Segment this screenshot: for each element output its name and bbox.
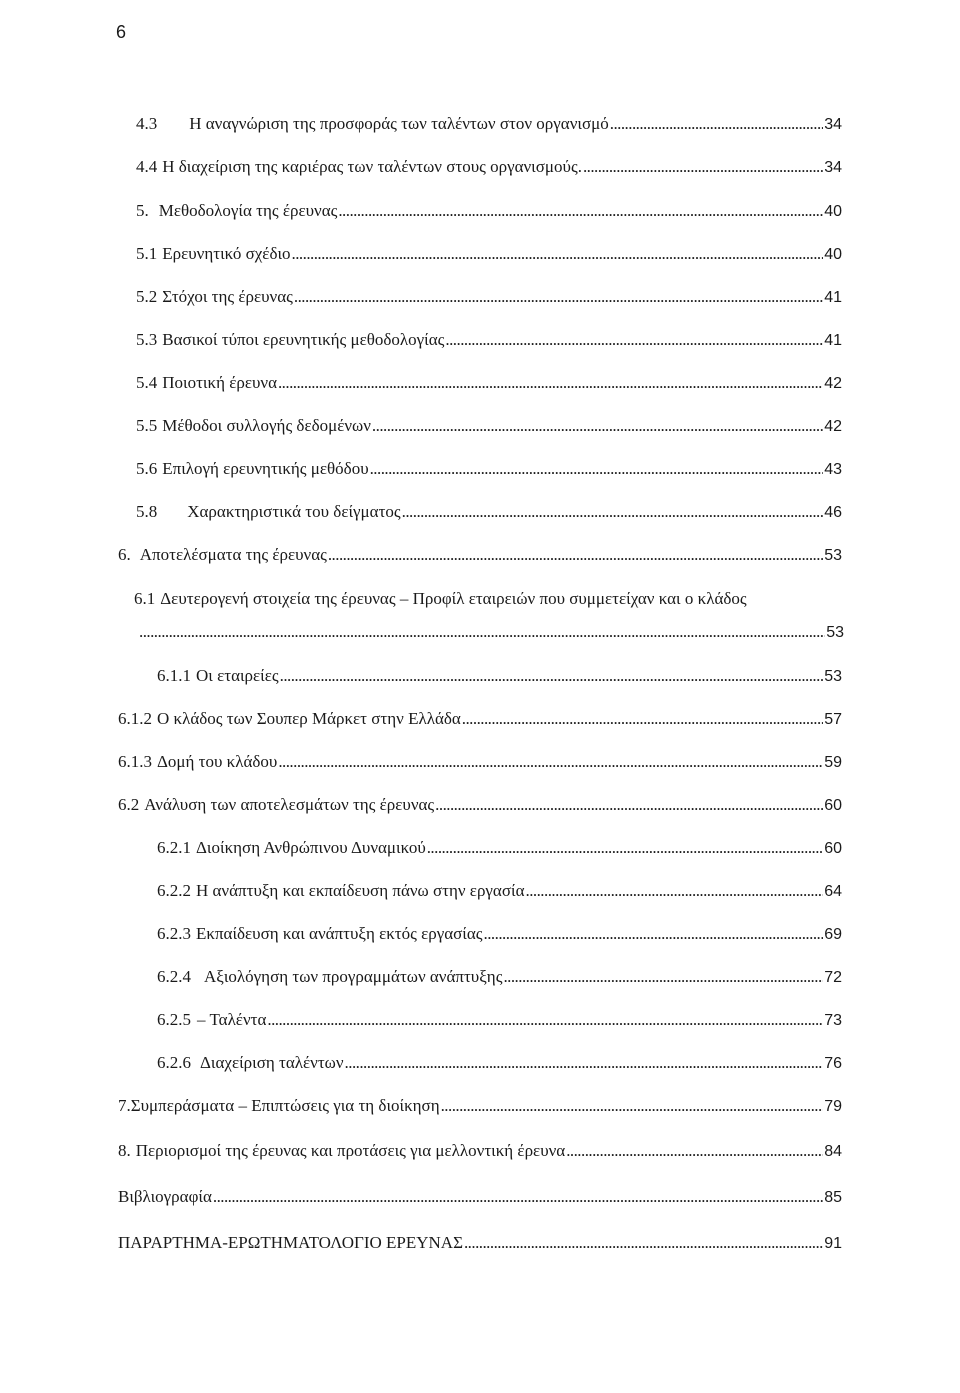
toc-entry-title: 6.1.3 Δομή του κλάδου	[118, 752, 278, 771]
toc-entry-number: 6.2.4	[157, 967, 191, 986]
toc-entry-title: 4.3 Η αναγνώριση της προσφοράς των ταλέντων στον οργανισμό	[136, 114, 609, 133]
toc-entry-number: 6.1.1	[157, 666, 191, 685]
dot-leader	[503, 967, 823, 987]
toc-entry-title: 6.2.1 Διοίκηση Ανθρώπινου Δυναμικού	[157, 838, 426, 857]
toc-entry-number: 4.3	[136, 114, 158, 133]
toc-entry-page: 73	[824, 1012, 842, 1029]
toc-entry-title: 4.4 Η διαχείριση της καριέρας των ταλέντων στους οργανισμούς.	[136, 157, 582, 176]
toc-entry-number: 5.8	[136, 502, 158, 521]
toc-entry-page: 79	[824, 1098, 842, 1115]
dot-leader	[427, 838, 823, 858]
dot-leader	[328, 545, 823, 565]
toc-entry-page: 53	[824, 668, 842, 685]
toc-entry-page: 59	[824, 754, 842, 771]
toc-entry[interactable]	[118, 1096, 842, 1120]
toc-entry-page: 43	[824, 461, 842, 478]
toc-entry-number: 6.2.1	[157, 838, 191, 857]
toc-entry-page: 34	[824, 159, 842, 176]
toc-entry-number: 6.	[118, 545, 131, 564]
toc-entry-title: 5.5 Μέθοδοι συλλογής δεδομένων	[136, 416, 371, 435]
toc-entry[interactable]	[157, 1010, 842, 1034]
toc-entry-number: 6.2.2	[157, 881, 191, 900]
toc-entry[interactable]	[118, 795, 842, 819]
toc-entry-title: 5. Μεθοδολογία της έρευνας	[136, 201, 338, 220]
toc-entry[interactable]	[134, 589, 844, 649]
dot-leader	[213, 1187, 823, 1207]
toc-entry-number: 6.1.3	[118, 752, 152, 771]
toc-entry-title: 5.8 Χαρακτηριστικά του δείγματος	[136, 502, 401, 521]
toc-entry-page: 84	[824, 1143, 842, 1160]
toc-entry-number: 5.5	[136, 416, 158, 435]
toc-entry-title: 6.2.3 Εκπαίδευση και ανάπτυξη εκτός εργασίας	[157, 924, 483, 943]
toc-entry[interactable]	[136, 459, 842, 483]
toc-entry-number: 6.2.6	[157, 1053, 191, 1072]
toc-entry-title: Βιβλιογραφία	[118, 1187, 212, 1206]
toc-entry-title: 6.2.2 Η ανάπτυξη και εκπαίδευση πάνω στην εργασία	[157, 881, 525, 900]
dot-leader	[402, 502, 824, 522]
toc-entry-page: 91	[824, 1235, 842, 1252]
toc-entry-number: 5.4	[136, 373, 158, 392]
toc-entry[interactable]	[118, 752, 842, 776]
toc-entry-page: 85	[824, 1189, 842, 1206]
toc-entry[interactable]	[157, 881, 842, 905]
dot-leader	[139, 622, 825, 642]
dot-leader	[566, 1141, 823, 1161]
toc-entry[interactable]	[157, 838, 842, 862]
toc-entry-page: 60	[824, 840, 842, 857]
toc-entry-title: 6.2.6 Διαχείριση ταλέντων	[157, 1053, 344, 1072]
dot-leader	[280, 666, 824, 686]
toc-entry-page: 41	[824, 332, 842, 349]
toc-entry[interactable]	[157, 1053, 842, 1077]
toc-entry-number: 5.	[136, 201, 149, 220]
toc-entry[interactable]	[136, 114, 842, 138]
dot-leader	[526, 881, 824, 901]
dot-leader	[278, 373, 823, 393]
toc-entry-title: 5.4 Ποιοτική έρευνα	[136, 373, 277, 392]
toc-entry[interactable]	[136, 330, 842, 354]
toc-entry-title: 5.6 Επιλογή ερευνητικής μεθόδου	[136, 459, 369, 478]
toc-entry-page: 53	[824, 547, 842, 564]
dot-leader	[278, 752, 823, 772]
toc-entry[interactable]	[118, 545, 842, 569]
dot-leader	[294, 287, 823, 307]
toc-entry-page: 60	[824, 797, 842, 814]
toc-entry-title: 6.1.1 Οι εταιρείες	[157, 666, 279, 685]
toc-entry-title: 6.1 Δευτερογενή στοιχεία της έρευνας – Προφίλ εταιρειών που συμμετείχαν και ο κλάδος	[134, 589, 747, 608]
toc-entry-number: 5.3	[136, 330, 158, 349]
page-number: 6	[116, 22, 127, 42]
dot-leader	[610, 114, 823, 134]
toc-entry-continuation	[138, 622, 844, 646]
toc-entry[interactable]	[136, 373, 842, 397]
toc-entry-number: 6.1.2	[118, 709, 152, 728]
dot-leader	[338, 201, 823, 221]
toc-entry-title: 5.3 Βασικοί τύποι ερευνητικής μεθοδολογίας	[136, 330, 445, 349]
toc-entry-page: 76	[824, 1055, 842, 1072]
toc-entry[interactable]	[118, 1141, 842, 1165]
toc-entry-number: 6.1	[134, 589, 156, 608]
dot-leader	[583, 157, 823, 177]
toc-entry-title: 6.2.4 Αξιολόγηση των προγραμμάτων ανάπτυξης	[157, 967, 503, 986]
dot-leader	[464, 1233, 823, 1253]
toc-entry-number: 5.6	[136, 459, 158, 478]
toc-entry[interactable]	[136, 201, 842, 225]
toc-entry-title: 6. Αποτελέσματα της έρευνας	[118, 545, 327, 564]
dot-leader	[292, 244, 824, 264]
dot-leader	[462, 709, 823, 729]
toc-entry-page: 41	[824, 289, 842, 306]
toc-entry-page: 64	[824, 883, 842, 900]
toc-entry[interactable]	[136, 287, 842, 311]
toc-entry-title: ΠΑΡΑΡΤΗΜΑ-ΕΡΩΤΗΜΑΤΟΛΟΓΙΟ ΕΡΕΥΝΑΣ	[118, 1233, 463, 1252]
toc-entry[interactable]	[136, 416, 842, 440]
dot-leader	[267, 1010, 823, 1030]
toc-entry-title: 5.1 Ερευνητικό σχέδιο	[136, 244, 291, 263]
toc-entry-page: 46	[824, 504, 842, 521]
toc-entry-number: 5.1	[136, 244, 158, 263]
toc-entry[interactable]	[136, 244, 842, 268]
dot-leader	[372, 416, 823, 436]
toc-entry[interactable]	[157, 924, 842, 948]
toc-entry-page: 34	[824, 116, 842, 133]
toc-entry-title: 5.2 Στόχοι της έρευνας	[136, 287, 293, 306]
toc-entry-page: 69	[824, 926, 842, 943]
toc-entry[interactable]	[157, 666, 842, 690]
toc-entry-page: 42	[824, 418, 842, 435]
toc-entry[interactable]	[157, 967, 842, 991]
toc-entry[interactable]	[118, 709, 842, 733]
toc-entry-page: 53	[826, 624, 844, 641]
dot-leader	[484, 924, 824, 944]
toc-entry-page: 40	[824, 246, 842, 263]
toc-entry-number: 6.2.5	[157, 1010, 191, 1029]
toc-entry-number: 5.2	[136, 287, 158, 306]
toc-entry-title: 7.Συμπεράσματα – Επιπτώσεις για τη διοίκηση	[118, 1096, 440, 1115]
toc-entry-page: 42	[824, 375, 842, 392]
dot-leader	[370, 459, 824, 479]
dot-leader	[441, 1096, 824, 1116]
dot-leader	[435, 795, 823, 815]
toc-entry[interactable]	[118, 1233, 842, 1257]
toc-entry-title: 6.2 Ανάλυση των αποτελεσμάτων της έρευνας	[118, 795, 435, 814]
toc-entry[interactable]	[136, 157, 842, 181]
toc-entry-number: 6.2.3	[157, 924, 191, 943]
toc-entry-title: 8. Περιορισμοί της έρευνας και προτάσεις για μελλοντική έρευνα	[118, 1141, 566, 1160]
dot-leader	[345, 1053, 824, 1073]
toc-entry-page: 57	[824, 711, 842, 728]
toc-entry-number: 4.4	[136, 157, 158, 176]
toc-entry-number: 7.	[118, 1096, 131, 1115]
toc-entry-title: 6.2.5 – Ταλέντα	[157, 1010, 267, 1029]
dot-leader	[445, 330, 823, 350]
toc-entry-number: 6.2	[118, 795, 140, 814]
toc-entry-page: 40	[824, 203, 842, 220]
toc-entry[interactable]	[118, 1187, 842, 1211]
toc-entry-page: 72	[824, 969, 842, 986]
toc-entry-number: 8.	[118, 1141, 131, 1160]
toc-entry[interactable]	[136, 502, 842, 526]
toc-entry-title: 6.1.2 Ο κλάδος των Σουπερ Μάρκετ στην Ελλάδα	[118, 709, 461, 728]
